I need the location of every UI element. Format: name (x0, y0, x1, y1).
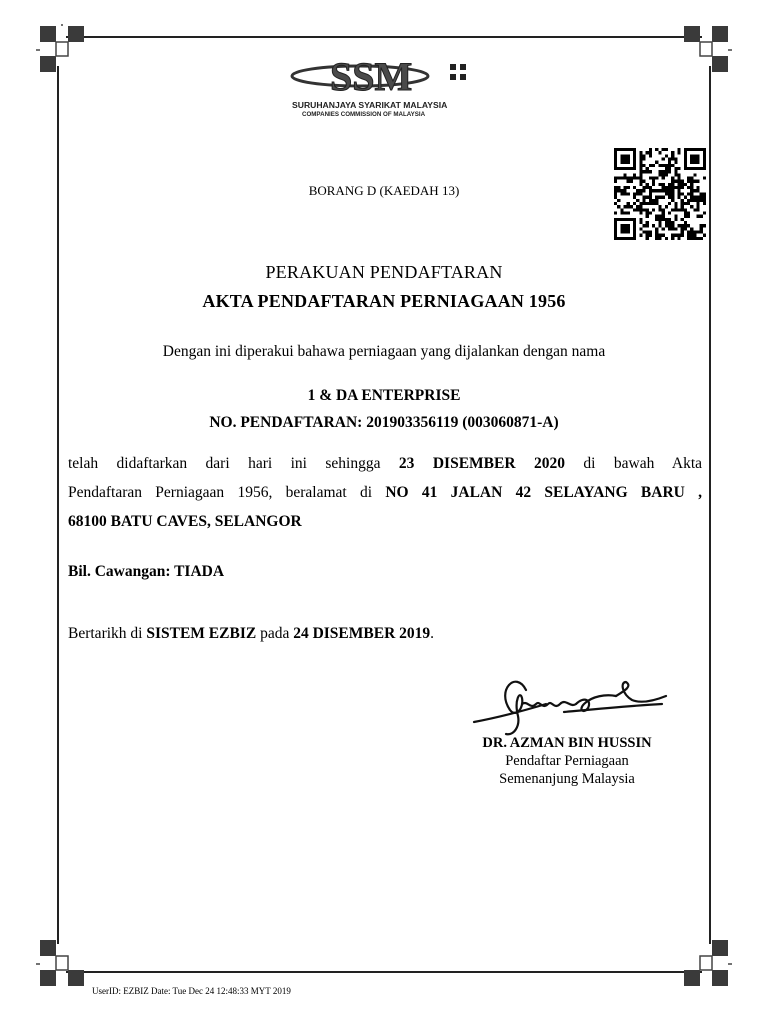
body-text: Pendaftaran Perniagaan 1956, beralamat di (68, 484, 373, 501)
form-reference: BORANG D (KAEDAH 13) (308, 183, 460, 198)
border-top (66, 36, 702, 38)
dated-prefix: Bertarikh di (68, 625, 143, 642)
svg-text:SSM: SSM (330, 54, 413, 99)
logo-name-en: COMPANIES COMMISSION OF MALAYSIA (302, 111, 426, 118)
dated-suffix: . (430, 625, 435, 642)
act-title: AKTA PENDAFTARAN PERNIAGAAN 1956 (202, 291, 566, 311)
signatory-title: Pendaftar Perniagaan (505, 753, 629, 769)
branch-count: Bil. Cawangan: TIADA (68, 563, 225, 580)
body-text: telah didaftarkan dari hari ini sehingga (68, 455, 381, 472)
dated-mid: pada (260, 625, 290, 642)
dated-date: 24 DISEMBER 2019 (293, 625, 431, 642)
signatory-region: Semenanjung Malaysia (499, 771, 635, 787)
ssm-logo (290, 54, 480, 118)
border-bottom (66, 971, 702, 973)
corner-ornament-icon (34, 936, 90, 992)
corner-ornament-icon (34, 22, 90, 78)
body-text: di bawah Akta (583, 455, 703, 472)
corner-ornament-icon (678, 22, 734, 78)
logo-name-ms: SURUHANJAYA SYARIKAT MALAYSIA (292, 100, 448, 110)
business-name: 1 & DA ENTERPRISE (307, 387, 461, 404)
signatory-name: DR. AZMAN BIN HUSSIN (482, 735, 652, 751)
dated-line (68, 625, 434, 643)
dated-place: SISTEM EZBIZ (146, 625, 257, 642)
footer-user-stamp: UserID: EZBIZ Date: Tue Dec 24 12:48:33 MYT 2019 (92, 986, 291, 996)
certificate-title: PERAKUAN PENDAFTARAN (265, 262, 503, 282)
address-line-1: NO 41 JALAN 42 SELAYANG BARU , (385, 484, 702, 501)
expiry-date: 23 DISEMBER 2020 (398, 455, 565, 472)
signature (466, 660, 672, 740)
corner-ornament-icon (678, 936, 734, 992)
intro-text: Dengan ini diperakui bahawa perniagaan yang dijalankan dengan nama (162, 343, 606, 360)
registration-paragraph (68, 449, 702, 536)
address-line-2: 68100 BATU CAVES, SELANGOR (68, 513, 302, 530)
registration-number: NO. PENDAFTARAN: 201903356119 (003060871-A) (209, 414, 559, 431)
